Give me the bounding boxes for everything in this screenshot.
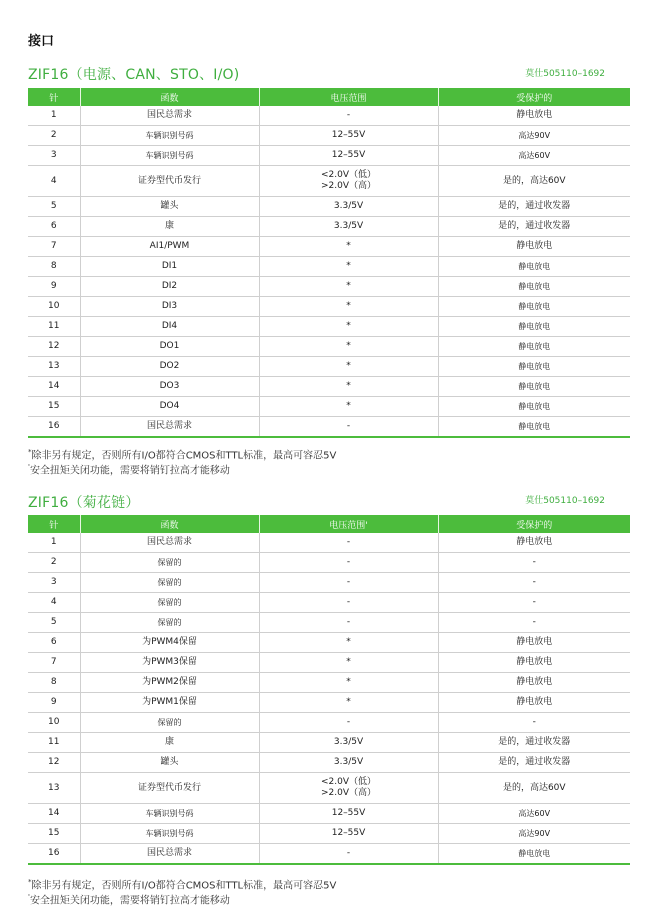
function-cell: 车辆识别号码	[80, 126, 259, 146]
voltage-cell: *	[259, 257, 438, 277]
function-cell: 为PWM2保留	[80, 673, 259, 693]
table-row	[28, 693, 630, 713]
protection-cell: 静电放电	[438, 357, 630, 377]
pin-number: 1	[28, 106, 80, 126]
pin-number: 14	[28, 804, 80, 824]
page-title: 接口	[28, 34, 55, 49]
voltage-cell: 3.3/5V	[259, 753, 438, 773]
function-cell: 康	[80, 217, 259, 237]
pin-number: 8	[28, 257, 80, 277]
pin-number: 8	[28, 673, 80, 693]
protection-cell: 静电放电	[438, 277, 630, 297]
protection-cell: 静电放电	[438, 633, 630, 653]
voltage-cell: *	[259, 237, 438, 257]
table-header-row	[28, 88, 630, 106]
voltage-cell: *	[259, 397, 438, 417]
table-row	[28, 824, 630, 844]
pin-number: 13	[28, 773, 80, 804]
protection-cell: 静电放电	[438, 257, 630, 277]
protection-cell: 高达60V	[438, 804, 630, 824]
pin-number: 4	[28, 166, 80, 197]
table-row	[28, 397, 630, 417]
pin-table-power	[28, 88, 630, 438]
table-row	[28, 106, 630, 126]
voltage-cell: *	[259, 673, 438, 693]
pin-number: 12	[28, 337, 80, 357]
pin-number: 10	[28, 713, 80, 733]
voltage-low: <2.0V（低）	[320, 777, 376, 787]
pin-table-daisy-chain	[28, 515, 630, 865]
voltage-high: >2.0V（高）	[320, 181, 376, 191]
voltage-cell: *	[259, 337, 438, 357]
function-cell: 保留的	[80, 573, 259, 593]
footnote-mark: '	[28, 893, 30, 901]
pin-number: 11	[28, 733, 80, 753]
part-number-power: 莫仕505110–1692	[525, 69, 605, 79]
table-row	[28, 533, 630, 553]
pin-number: 9	[28, 277, 80, 297]
part-number-daisy-chain: 莫仕505110–1692	[525, 496, 605, 506]
voltage-cell: 12–55V	[259, 804, 438, 824]
protection-cell: -	[438, 613, 630, 633]
function-cell: 保留的	[80, 713, 259, 733]
voltage-low: <2.0V（低）	[320, 170, 376, 180]
function-cell: 罐头	[80, 197, 259, 217]
table-row	[28, 673, 630, 693]
function-cell: 康	[80, 733, 259, 753]
section-title-power: ZIF16（电源、CAN、STO、I/O)	[28, 67, 240, 83]
table-row	[28, 593, 630, 613]
function-cell: 国民总需求	[80, 844, 259, 865]
function-cell: 为PWM4保留	[80, 633, 259, 653]
footnote-sto	[28, 461, 230, 477]
voltage-cell: 12–55V	[259, 126, 438, 146]
table-row	[28, 197, 630, 217]
table-row	[28, 573, 630, 593]
table-row	[28, 733, 630, 753]
protection-cell: 是的，通过收发器	[438, 217, 630, 237]
pin-number: 7	[28, 653, 80, 673]
voltage-cell: *	[259, 633, 438, 653]
voltage-cell: 3.3/5V	[259, 217, 438, 237]
function-cell: 车辆识别号码	[80, 804, 259, 824]
voltage-cell: -	[259, 713, 438, 733]
footnote-cmos-2	[28, 876, 336, 892]
table-row	[28, 804, 630, 824]
header-voltage: 电压范围'	[259, 515, 438, 533]
voltage-cell: -	[259, 844, 438, 865]
protection-cell: -	[438, 593, 630, 613]
table-row	[28, 713, 630, 733]
protection-cell: 静电放电	[438, 377, 630, 397]
protection-cell: 静电放电	[438, 693, 630, 713]
pin-number: 13	[28, 357, 80, 377]
voltage-cell: -	[259, 613, 438, 633]
protection-cell: 高达60V	[438, 146, 630, 166]
footnote-text: 除非另有规定，否则所有I/O都符合CMOS和TTL标准，最高可容忍5V	[31, 880, 337, 892]
protection-cell: 是的，通过收发器	[438, 753, 630, 773]
voltage-cell: *	[259, 653, 438, 673]
pin-number: 3	[28, 573, 80, 593]
table-row	[28, 633, 630, 653]
protection-cell: 静电放电	[438, 417, 630, 438]
voltage-cell: -	[259, 553, 438, 573]
function-cell: 证券型代币发行	[80, 773, 259, 804]
table-row	[28, 753, 630, 773]
header-function: 函数	[80, 88, 259, 106]
pin-number: 15	[28, 824, 80, 844]
function-cell: 车辆识别号码	[80, 146, 259, 166]
footnote-text: 安全扭矩关闭功能，需要将销钉拉高才能移动	[29, 895, 230, 907]
table-row	[28, 613, 630, 633]
pin-number: 4	[28, 593, 80, 613]
table-row	[28, 126, 630, 146]
header-function: 函数	[80, 515, 259, 533]
function-cell: DI4	[80, 317, 259, 337]
protection-cell: 高达90V	[438, 824, 630, 844]
table-header-row	[28, 515, 630, 533]
voltage-cell: *	[259, 277, 438, 297]
pin-number: 6	[28, 633, 80, 653]
table-row	[28, 317, 630, 337]
protection-cell: 是的，高达60V	[438, 166, 630, 197]
header-protected: 受保护的	[438, 515, 630, 533]
header-pin: 针	[28, 88, 80, 106]
function-cell: DO3	[80, 377, 259, 397]
protection-cell: -	[438, 713, 630, 733]
protection-cell: 静电放电	[438, 297, 630, 317]
function-cell: DO1	[80, 337, 259, 357]
protection-cell: 是的，高达60V	[438, 773, 630, 804]
section-title-daisy-chain: ZIF16（菊花链）	[28, 495, 140, 511]
voltage-cell: -	[259, 533, 438, 553]
function-cell: 为PWM1保留	[80, 693, 259, 713]
protection-cell: 静电放电	[438, 106, 630, 126]
voltage-cell: 3.3/5V	[259, 733, 438, 753]
pin-number: 9	[28, 693, 80, 713]
voltage-cell: 3.3/5V	[259, 197, 438, 217]
voltage-cell	[259, 166, 438, 197]
protection-cell: 静电放电	[438, 317, 630, 337]
protection-cell: 是的，通过收发器	[438, 733, 630, 753]
voltage-cell: -	[259, 106, 438, 126]
voltage-cell: *	[259, 377, 438, 397]
protection-cell: -	[438, 573, 630, 593]
table-row	[28, 257, 630, 277]
footnote-mark: '	[28, 463, 30, 471]
table-row	[28, 653, 630, 673]
function-cell: DO2	[80, 357, 259, 377]
protection-cell: 静电放电	[438, 397, 630, 417]
pin-number: 3	[28, 146, 80, 166]
voltage-cell	[259, 773, 438, 804]
table-row	[28, 337, 630, 357]
function-cell: 证券型代币发行	[80, 166, 259, 197]
pin-number: 15	[28, 397, 80, 417]
voltage-cell: *	[259, 317, 438, 337]
pin-number: 7	[28, 237, 80, 257]
protection-cell: 静电放电	[438, 533, 630, 553]
function-cell: 国民总需求	[80, 417, 259, 438]
pin-number: 11	[28, 317, 80, 337]
pin-number: 16	[28, 844, 80, 865]
footnote-text: 安全扭矩关闭功能，需要将销钉拉高才能移动	[29, 465, 230, 477]
voltage-cell: *	[259, 297, 438, 317]
table-row	[28, 553, 630, 573]
voltage-cell: *	[259, 693, 438, 713]
function-cell: 保留的	[80, 553, 259, 573]
protection-cell: 高达90V	[438, 126, 630, 146]
protection-cell: 静电放电	[438, 673, 630, 693]
table-row	[28, 217, 630, 237]
pin-number: 2	[28, 553, 80, 573]
protection-cell: -	[438, 553, 630, 573]
table-row	[28, 417, 630, 438]
protection-cell: 静电放电	[438, 237, 630, 257]
function-cell: 国民总需求	[80, 533, 259, 553]
voltage-cell: -	[259, 573, 438, 593]
footnote-text: 除非另有规定，否则所有I/O都符合CMOS和TTL标准，最高可容忍5V	[31, 450, 337, 462]
table-row	[28, 277, 630, 297]
voltage-cell: 12–55V	[259, 146, 438, 166]
function-cell: 为PWM3保留	[80, 653, 259, 673]
header-voltage: 电压范围	[259, 88, 438, 106]
function-cell: DO4	[80, 397, 259, 417]
function-cell: 国民总需求	[80, 106, 259, 126]
voltage-cell: *	[259, 357, 438, 377]
voltage-high: >2.0V（高）	[320, 788, 376, 798]
function-cell: AI1/PWM	[80, 237, 259, 257]
pin-number: 14	[28, 377, 80, 397]
protection-cell: 静电放电	[438, 844, 630, 865]
footnote-cmos	[28, 446, 336, 462]
table-row	[28, 357, 630, 377]
voltage-cell: 12–55V	[259, 824, 438, 844]
voltage-cell: -	[259, 417, 438, 438]
function-cell: DI2	[80, 277, 259, 297]
table-row	[28, 773, 630, 804]
function-cell: 车辆识别号码	[80, 824, 259, 844]
pin-number: 6	[28, 217, 80, 237]
function-cell: 保留的	[80, 593, 259, 613]
protection-cell: 静电放电	[438, 337, 630, 357]
footnote-sto-2	[28, 891, 230, 907]
header-pin: 针	[28, 515, 80, 533]
pin-number: 5	[28, 197, 80, 217]
table-row	[28, 166, 630, 197]
pin-number: 2	[28, 126, 80, 146]
protection-cell: 静电放电	[438, 653, 630, 673]
pin-number: 10	[28, 297, 80, 317]
table-row	[28, 237, 630, 257]
function-cell: 罐头	[80, 753, 259, 773]
pin-number: 5	[28, 613, 80, 633]
header-protected: 受保护的	[438, 88, 630, 106]
footnote-mark: *	[28, 448, 32, 456]
pin-number: 1	[28, 533, 80, 553]
table-row	[28, 844, 630, 865]
footnote-mark: *	[28, 878, 32, 886]
protection-cell: 是的，通过收发器	[438, 197, 630, 217]
table-row	[28, 146, 630, 166]
function-cell: DI1	[80, 257, 259, 277]
table-row	[28, 377, 630, 397]
voltage-cell: -	[259, 593, 438, 613]
function-cell: 保留的	[80, 613, 259, 633]
function-cell: DI3	[80, 297, 259, 317]
table-row	[28, 297, 630, 317]
pin-number: 12	[28, 753, 80, 773]
pin-number: 16	[28, 417, 80, 438]
